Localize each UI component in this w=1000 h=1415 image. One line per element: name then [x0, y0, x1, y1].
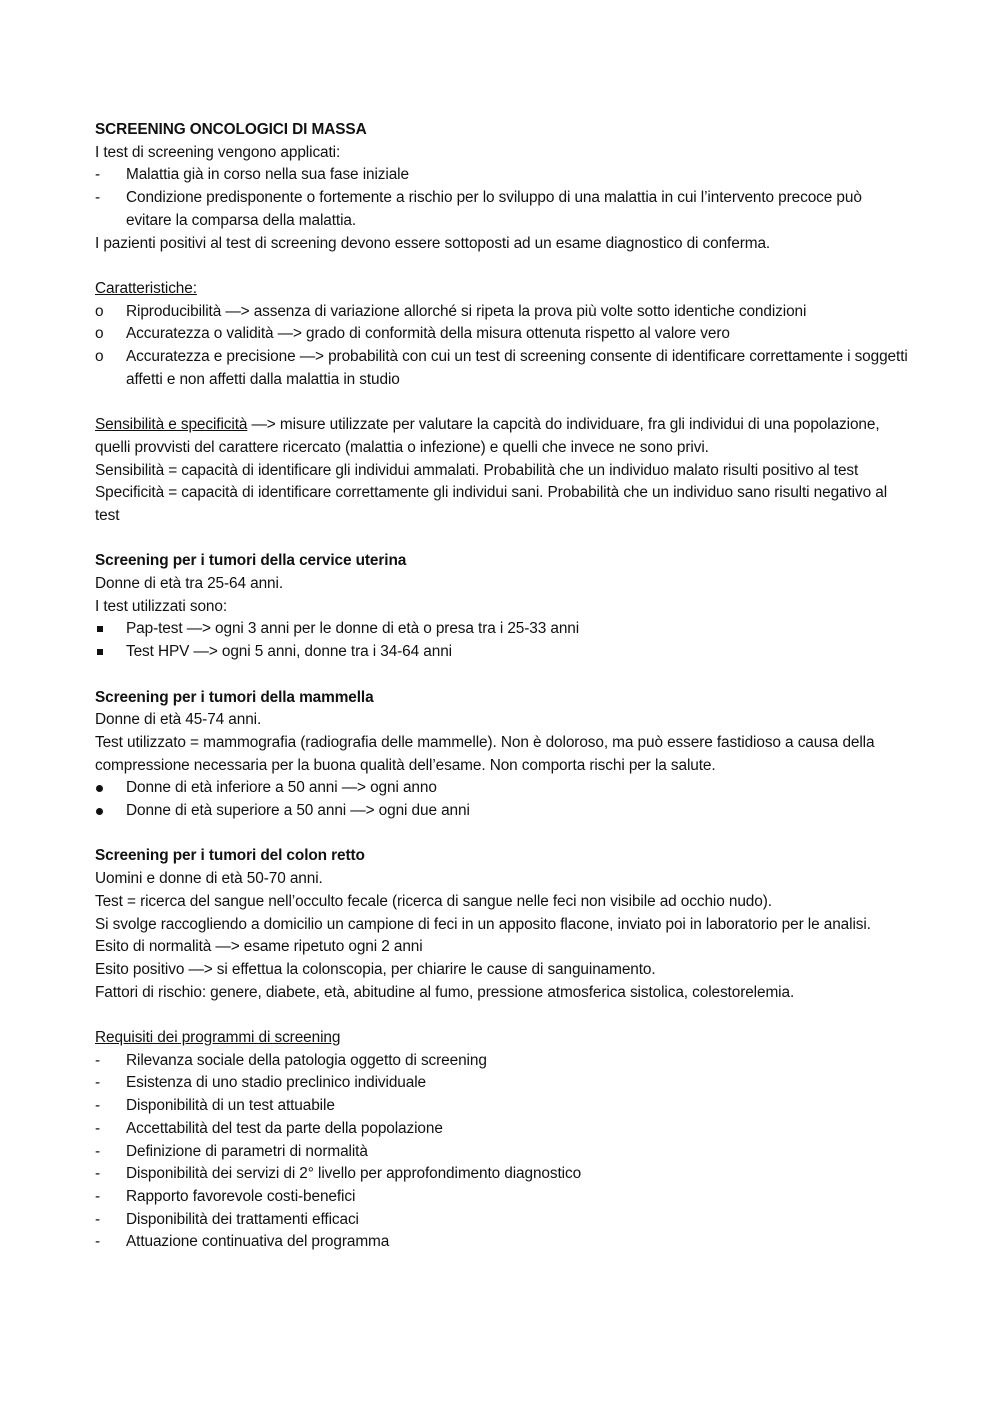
mammella-line-2: Test utilizzato = mammografia (radiografia delle mammelle). Non è doloroso, ma può essere fastidioso a causa della compressione necessaria per la buona qualità dell’esame. Non comporta rischi per la salute. [95, 733, 875, 774]
list-item: Donne di età superiore a 50 anni —> ogni due anni [126, 802, 470, 820]
list-item: - Esistenza di uno stadio preclinico individuale [95, 1072, 910, 1095]
list-item: - Condizione predisponente o fortemente a rischio per lo sviluppo di una malattia in cui l’intervento precoce può evitare la comparsa della malattia. [95, 187, 910, 232]
intro-lead: I test di screening vengono applicati: [95, 143, 341, 161]
list-item: - Definizione di parametri di normalità [95, 1141, 910, 1164]
dash-bullet-icon [95, 1163, 126, 1186]
caratteristiche-list [95, 301, 910, 392]
caratteristiche-heading: Caratteristiche: [95, 279, 197, 297]
list-item: - Disponibilità dei servizi di 2° livello per approfondimento diagnostico [95, 1163, 910, 1186]
circle-bullet-icon [95, 323, 126, 346]
list-item: o Riproducibilità —> assenza di variazione allorché si ripeta la prova più volte sotto identiche condizioni [95, 301, 910, 324]
sensibilita-paragraph: Sensibilità e specificità —> misure utilizzate per valutare la capcità do individuare, fra gli individui di una popolazione, quelli provvisti del carattere ricercato (malattia o infezione) e quelli che invece ne sono privi. [95, 416, 880, 456]
colon-line: Test = ricerca del sangue nell’occulto fecale (ricerca di sangue nelle feci non visibile ad occhio nudo). [95, 892, 772, 910]
list-item: - Disponibilità dei trattamenti efficaci [95, 1209, 910, 1232]
intro-outro: I pazienti positivi al test di screening devono essere sottoposti ad un esame diagnostico di conferma. [95, 234, 771, 252]
list-item: o Accuratezza o validità —> grado di conformità della misura ottenuta rispetto al valore vero [95, 323, 910, 346]
dash-bullet-icon [95, 1186, 126, 1209]
specificita-definition: Specificità = capacità di identificare correttamente gli individui sani. Probabilità che un individuo sano risulti negativo al test [95, 484, 888, 524]
dash-bullet-icon [95, 1231, 126, 1254]
dash-bullet-icon [95, 164, 126, 187]
list-item: Donne di età inferiore a 50 anni —> ogni anno [126, 779, 437, 797]
dash-bullet-icon [95, 1050, 126, 1073]
mammella-line-1: Donne di età 45-74 anni. [95, 711, 262, 729]
dash-bullet-icon [95, 1072, 126, 1095]
circle-bullet-icon [95, 346, 126, 369]
mammella-heading: Screening per i tumori della mammella [95, 688, 374, 706]
dash-bullet-icon [95, 1209, 126, 1232]
list-item: o Accuratezza e precisione —> probabilità con cui un test di screening consente di identificare correttamente i soggetti affetti e non affetti dalla malattia in studio [95, 346, 910, 391]
document-title: SCREENING ONCOLOGICI DI MASSA [95, 121, 367, 138]
list-item: - Disponibilità di un test attuabile [95, 1095, 910, 1118]
colon-line: Si svolge raccogliendo a domicilio un campione di feci in un apposito flacone, inviato poi in laboratorio per le analisi. [95, 915, 871, 933]
cervice-line-2: I test utilizzati sono: [95, 597, 228, 615]
circle-bullet-icon [95, 301, 126, 324]
list-item: - Rilevanza sociale della patologia oggetto di screening [95, 1050, 910, 1073]
sensibilita-definition: Sensibilità = capacità di identificare gli individui ammalati. Probabilità che un individuo malato risulti positivo al test [95, 461, 859, 479]
intro-list [95, 164, 910, 232]
list-item: - Rapporto favorevole costi-benefici [95, 1186, 910, 1209]
list-item: Pap-test —> ogni 3 anni per le donne di età o presa tra i 25-33 anni [126, 620, 580, 638]
list-item: - Accettabilità del test da parte della popolazione [95, 1118, 910, 1141]
dash-bullet-icon [95, 1118, 126, 1141]
cervice-list [95, 618, 910, 663]
colon-line: Uomini e donne di età 50-70 anni. [95, 870, 323, 888]
dash-bullet-icon [95, 1141, 126, 1164]
requisiti-list [95, 1050, 910, 1254]
mammella-list [95, 777, 910, 822]
list-item: - Malattia già in corso nella sua fase iniziale [95, 164, 910, 187]
colon-line: Esito positivo —> si effettua la colonscopia, per chiarire le cause di sanguinamento. [95, 960, 656, 978]
dash-bullet-icon [95, 1095, 126, 1118]
requisiti-heading: Requisiti dei programmi di screening [95, 1029, 341, 1047]
colon-heading: Screening per i tumori del colon retto [95, 847, 365, 865]
cervice-heading: Screening per i tumori della cervice uterina [95, 552, 407, 570]
dash-bullet-icon [95, 187, 126, 210]
colon-line: Fattori di rischio: genere, diabete, età, abitudine al fumo, pressione atmosferica sistolica, colestorelemia. [95, 983, 795, 1001]
list-item: Test HPV —> ogni 5 anni, donne tra i 34-64 anni [126, 643, 452, 661]
sensibilita-heading: Sensibilità e specificità [95, 416, 248, 434]
colon-line: Esito di normalità —> esame ripetuto ogni 2 anni [95, 938, 423, 956]
list-item: - Attuazione continuativa del programma [95, 1231, 910, 1254]
cervice-line-1: Donne di età tra 25-64 anni. [95, 575, 284, 593]
